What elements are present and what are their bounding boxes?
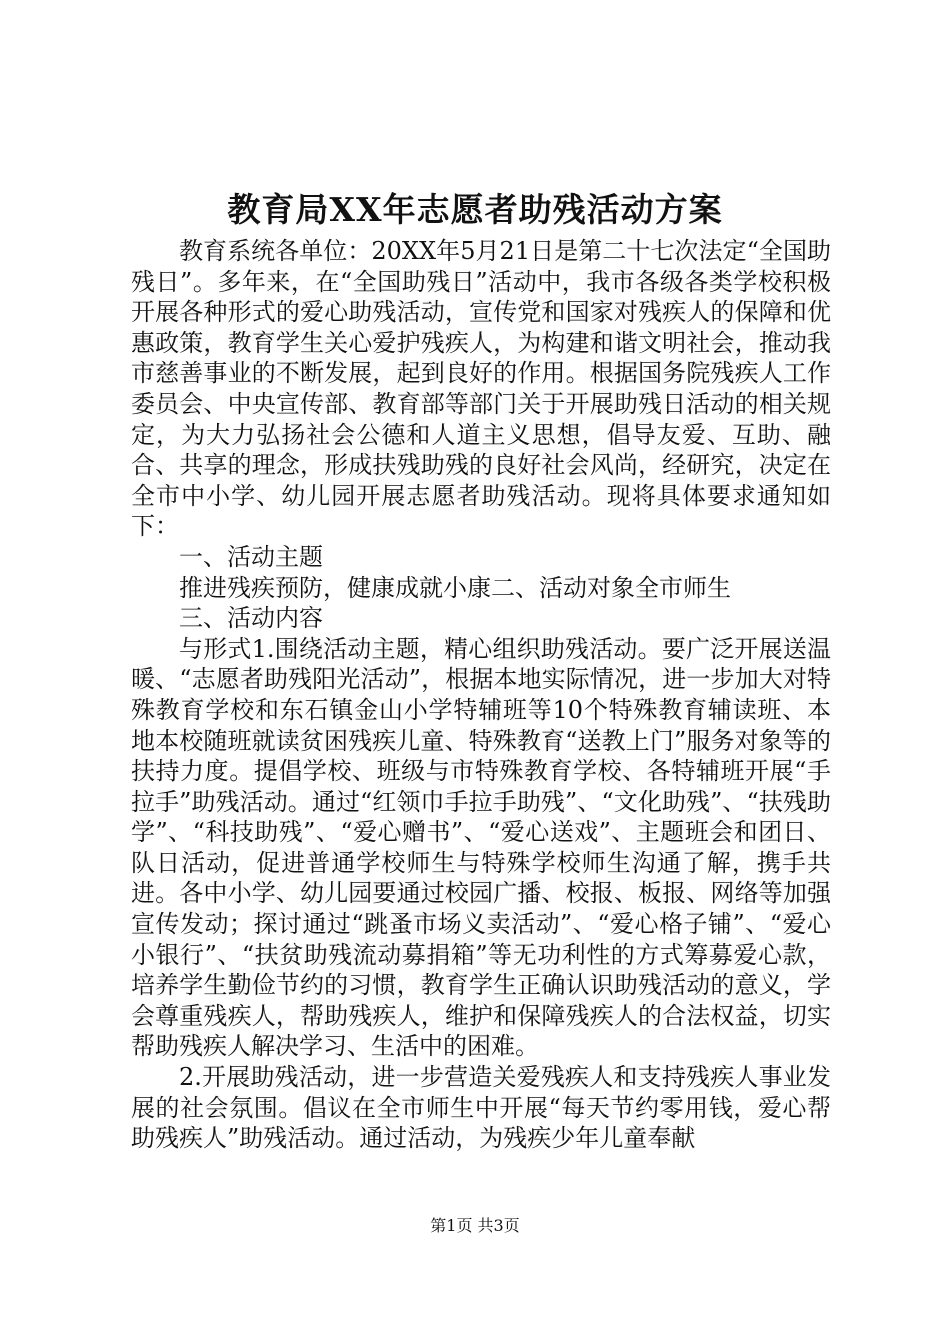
section-heading-content: 三、活动内容 [179, 604, 323, 633]
document-body [131, 236, 831, 1154]
paragraph-intro: 教育系统各单位：20XX年5月21日是第二十七次法定“全国助残日”。多年来，在“全国助残日”活动中，我市各级各类学校积极开展各种形式的爱心助残活动，宣传党和国家对残疾人的保障和优惠政策，教育学生关心爱护残疾人，为构建和谐文明社会，推动我市慈善事业的不断发展，起到良好的作用。根据国务院残疾人工作委员会、中央宣传部、教育部等部门关于开展助残日活动的相关规定，为大力弘扬社会公德和人道主义思想，倡导友爱、互助、融合、共享的理念，形成扶残助残的良好社会风尚，经研究，决定在全市中小学、幼儿园开展志愿者助残活动。现将具体要求通知如下： [131, 237, 831, 541]
paragraph-item-2: 2.开展助残活动，进一步营造关爱残疾人和支持残疾人事业发展的社会氛围。倡议在全市师生中开展“每天节约零用钱，爱心帮助残疾人”助残活动。通过活动，为残疾少年儿童奉献 [131, 1063, 831, 1153]
section-heading-theme: 一、活动主题 [179, 542, 323, 571]
document-title: 教育局XX年志愿者助残活动方案 [227, 190, 723, 229]
paragraph-theme-and-target: 推进残疾预防，健康成就小康二、活动对象全市师生 [179, 573, 731, 602]
paragraph-item-1: 与形式1.围绕活动主题，精心组织助残活动。要广泛开展送温暖、“志愿者助残阳光活动”，根据本地实际情况，进一步加大对特殊教育学校和东石镇金山小学特辅班等10个特殊教育辅读班、本地本校随班就读贫困残疾儿童、特殊教育“送教上门”服务对象等的扶持力度。提倡学校、班级与市特殊教育学校、各特辅班开展“手拉手”助残活动。通过“红领巾手拉手助残”、“文化助残”、“扶残助学”、“科技助残”、“爱心赠书”、“爱心送戏”、主题班会和团日、队日活动，促进普通学校师生与特殊学校师生沟通了解，携手共进。各中小学、幼儿园要通过校园广播、校报、板报、网络等加强宣传发动；探讨通过“跳蚤市场义卖活动”、“爱心格子铺”、“爱心小银行”、“扶贫助残流动募捐箱”等无功利性的方式筹募爱心款，培养学生勤俭节约的习惯，教育学生正确认识助残活动的意义，学会尊重残疾人，帮助残疾人，维护和保障残疾人的合法权益，切实帮助残疾人解决学习、生活中的困难。 [131, 634, 831, 1061]
page-number-footer: 第1页 共3页 [430, 1216, 520, 1235]
